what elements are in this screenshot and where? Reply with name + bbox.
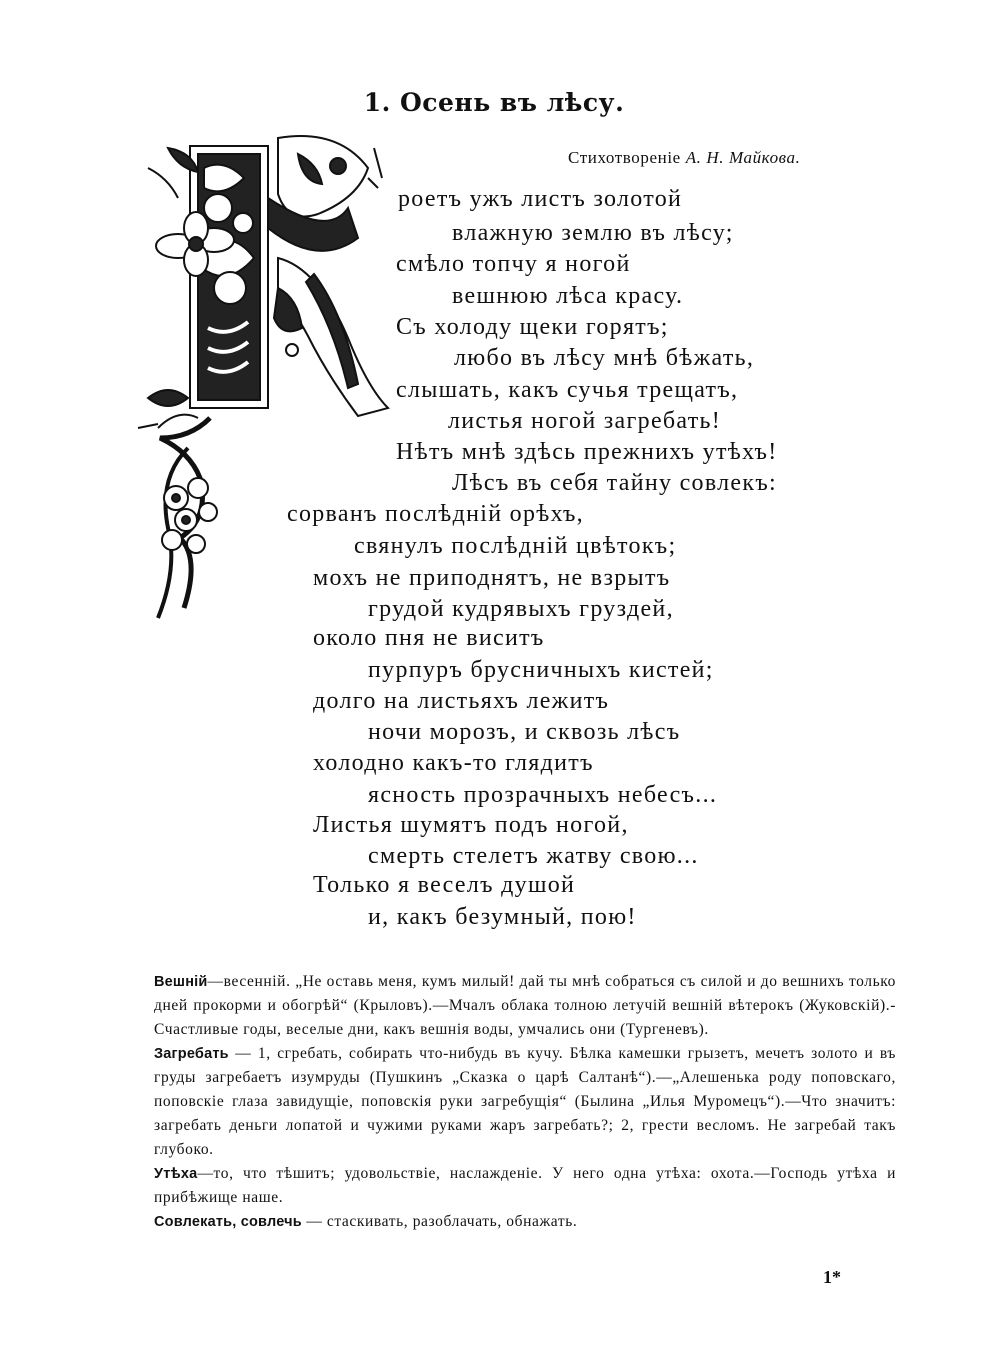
- poem-line: влажную землю въ лѣсу;: [452, 220, 734, 246]
- glossary-term: Вешній: [154, 974, 208, 990]
- glossary-entry: [154, 1210, 896, 1234]
- poem-line: слышать, какъ сучья трещатъ,: [396, 377, 739, 403]
- poem-line: сорванъ послѣдній орѣхъ,: [287, 501, 584, 527]
- poem-line: ясность прозрачныхъ небесъ...: [368, 782, 718, 808]
- poem-line: пурпуръ брусничныхъ кистей;: [368, 657, 714, 683]
- poem-line: смерть стелетъ жатву свою...: [368, 843, 699, 869]
- glossary-term: Утѣха: [154, 1166, 198, 1182]
- glossary-entry: [154, 1162, 896, 1210]
- glossary-definition: —весенній. „Не оставь меня, кумъ милый! дай ты мнѣ собраться съ силой и до вешнихъ только дней прокорми и обогрѣй“ (Крыловъ).—Мчалъ облака толною летучій вешній вѣтерокъ (Жуковскій).- Счастливые годы, веселые дни, какъ вешнія воды, умчались они (Тургеневъ).: [154, 973, 896, 1038]
- poem-line: холодно какъ-то глядитъ: [313, 750, 594, 776]
- poem-line: вешнюю лѣса красу.: [452, 283, 684, 309]
- glossary-definition: —то, что тѣшитъ; удовольствіе, наслажденіе. У него одна утѣха: охота.—Господь утѣха и прибѣжище наше.: [154, 1165, 896, 1206]
- glossary-notes: [154, 970, 896, 1234]
- byline-author: А. Н. Майкова.: [685, 148, 801, 167]
- poem-line: Съ холоду щеки горятъ;: [396, 314, 669, 340]
- glossary-definition: — стаскивать, разоблачать, обнажать.: [301, 1213, 578, 1230]
- poem-line: смѣло топчу я ногой: [396, 251, 631, 277]
- poem-line: мохъ не приподнятъ, не взрытъ: [313, 565, 671, 591]
- poem-line: грудой кудрявыхъ груздей,: [368, 596, 674, 622]
- glossary-definition: — 1, сгребать, собирать что-нибудь въ кучу. Бѣлка камешки грызетъ, мечетъ золото и въ груды загребаетъ изумруды (Пушкинъ „Сказка о царѣ Салтанѣ“).—„Алешенька роду поповскаго, поповскіе глаза завидущіе, поповскія руки загребущія“ (Былина „Илья Муромецъ“).—Что значитъ: загребать деньги лопатой и чужими руками жаръ загребать?; 2, грести весломъ. Не загребай такъ глубоко.: [154, 1045, 896, 1158]
- poem-line: и, какъ безумный, пою!: [368, 904, 637, 930]
- poem-line: роетъ ужъ листъ золотой: [398, 186, 683, 212]
- page-number: 1*: [823, 1267, 841, 1287]
- glossary-term: Загребать: [154, 1046, 229, 1062]
- page-title: 1. Осень въ лѣсу.: [363, 88, 625, 117]
- poem-line: долго на листьяхъ лежитъ: [313, 688, 610, 714]
- poem-line: Лѣсъ въ себя тайну совлекъ:: [452, 470, 778, 496]
- glossary-term: Совлекать, совлечь: [154, 1214, 302, 1230]
- poem-line: Листья шумятъ подъ ногой,: [313, 812, 629, 838]
- glossary-entry: [154, 970, 896, 1042]
- poem-line: Только я веселъ душой: [313, 872, 576, 898]
- glossary-entry: [154, 1042, 896, 1162]
- byline-prefix: Стихотвореніе: [568, 148, 681, 167]
- poem-line: любо въ лѣсу мнѣ бѣжать,: [454, 345, 755, 371]
- poem-line: листья ногой загребать!: [448, 408, 722, 434]
- poem-line: свянулъ послѣдній цвѣтокъ;: [354, 533, 677, 559]
- poem-line: Нѣтъ мнѣ здѣсь прежнихъ утѣхъ!: [396, 439, 778, 465]
- poem-line: ночи морозъ, и сквозь лѣсъ: [368, 719, 681, 745]
- poem-line: около пня не виситъ: [313, 625, 545, 651]
